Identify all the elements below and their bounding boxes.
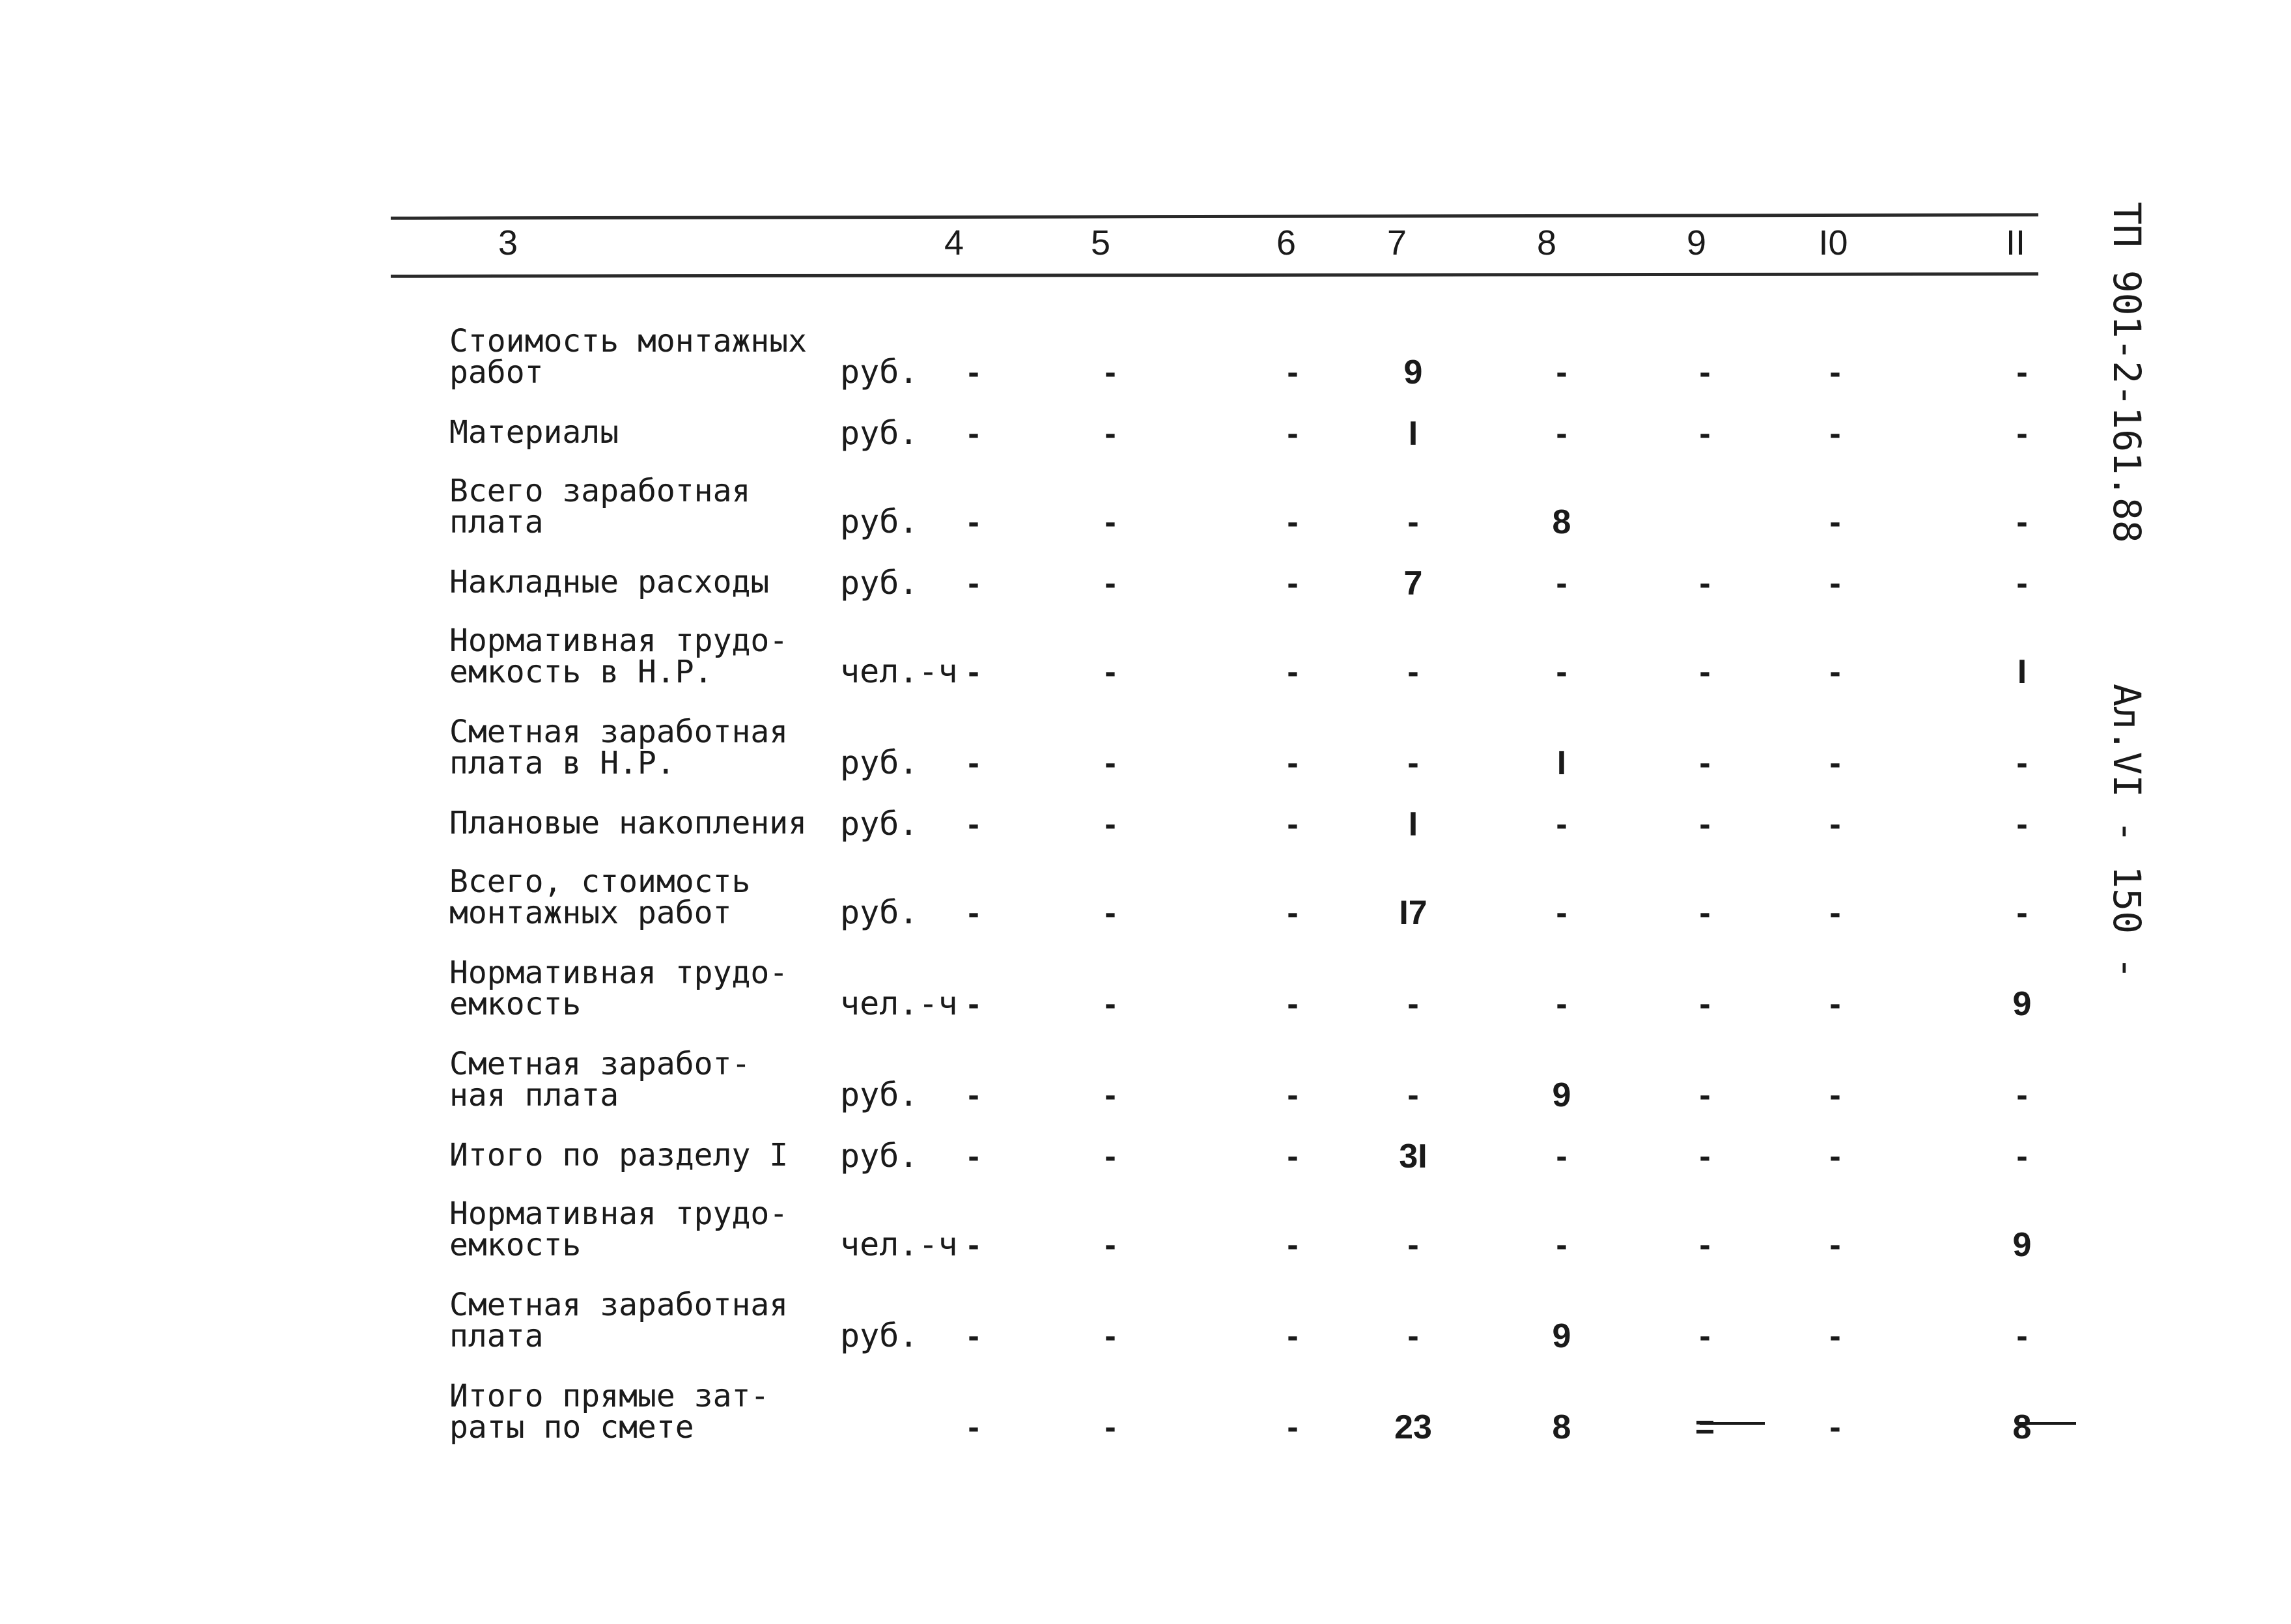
table-cell-col6: -	[1287, 565, 1299, 602]
table-cell-col7: I	[1408, 415, 1418, 453]
table-cell-col7: -	[1407, 985, 1419, 1023]
table-cell-col6: -	[1287, 1076, 1299, 1114]
table-cell-col10: -	[1829, 1408, 1841, 1446]
table-cell-col6: -	[1287, 415, 1299, 453]
table-cell-col4: -	[968, 1408, 979, 1446]
table-top-rule	[391, 213, 2038, 219]
row-unit: руб.	[840, 503, 919, 540]
table-cell-col11: -	[2016, 415, 2028, 453]
row-description: Сметная заработ- ная плата	[449, 1046, 751, 1113]
table-cell-col6: -	[1287, 354, 1299, 391]
table-cell-col10: -	[1829, 894, 1841, 932]
table-cell-col11: -	[2016, 565, 2028, 602]
table-cell-col11: -	[2016, 894, 2028, 932]
table-cell-col10: -	[1829, 1226, 1841, 1264]
table-header-rule	[391, 272, 2038, 278]
table-cell-col9: -	[1699, 565, 1711, 602]
column-header-4: 4	[944, 223, 964, 262]
row-description: Сметная заработная плата в Н.Р.	[449, 714, 789, 781]
sheet-number: Ал.VI - 150 -	[2105, 684, 2149, 979]
table-cell-col9: -	[1699, 1226, 1711, 1264]
table-cell-col5: -	[1104, 1226, 1116, 1264]
table-cell-col11: -	[2016, 805, 2028, 843]
table-cell-col11: -	[2016, 1076, 2028, 1114]
table-cell-col4: -	[968, 503, 979, 541]
table-cell-col8: 9	[1552, 1317, 1571, 1355]
row-description: Плановые накопления	[449, 805, 808, 841]
row-description: Нормативная трудо- емкость	[449, 955, 789, 1022]
table-cell-col4: -	[968, 894, 979, 932]
table-cell-col11: -	[2016, 1138, 2028, 1175]
table-cell-col10: -	[1829, 415, 1841, 453]
table-cell-col4: -	[968, 653, 979, 691]
table-cell-col7: -	[1407, 744, 1419, 782]
table-cell-col4: -	[968, 1317, 979, 1355]
row-description: Итого прямые зат- раты по смете	[449, 1378, 770, 1446]
table-cell-col11: -	[2016, 1317, 2028, 1355]
table-cell-col10: -	[1829, 653, 1841, 691]
table-cell-col8: -	[1556, 653, 1567, 691]
row-unit: руб.	[840, 744, 919, 781]
table-cell-col5: -	[1104, 1076, 1116, 1114]
table-cell-col6: -	[1287, 805, 1299, 843]
table-cell-col11: 9	[2012, 1226, 2032, 1264]
row-unit: руб.	[840, 805, 919, 843]
row-description: Стоимость монтажных работ	[449, 323, 808, 391]
table-cell-col6: -	[1287, 1408, 1299, 1446]
table-cell-col8: -	[1556, 415, 1567, 453]
table-cell-col7: 9	[1403, 354, 1423, 391]
table-cell-col11: 8	[2012, 1408, 2032, 1446]
row-unit: чел.-ч	[840, 985, 958, 1022]
table-cell-col5: -	[1104, 744, 1116, 782]
table-cell-col7: 3I	[1399, 1138, 1427, 1175]
row-unit: руб.	[840, 564, 919, 602]
table-cell-col5: -	[1104, 354, 1116, 391]
table-cell-col9: -	[1699, 894, 1711, 932]
table-cell-col6: -	[1287, 1317, 1299, 1355]
table-cell-col4: -	[968, 1076, 979, 1114]
total-mark-col11	[2017, 1422, 2076, 1425]
row-description: Накладные расходы	[449, 564, 770, 600]
table-cell-col5: -	[1104, 985, 1116, 1023]
table-cell-col7: -	[1407, 653, 1419, 691]
table-cell-col4: -	[968, 805, 979, 843]
table-cell-col5: -	[1104, 805, 1116, 843]
column-header-7: 7	[1386, 223, 1407, 262]
row-unit: руб.	[840, 893, 919, 931]
table-cell-col5: -	[1104, 1408, 1116, 1446]
row-unit: чел.-ч	[840, 1225, 958, 1263]
table-cell-col7: I	[1408, 805, 1418, 843]
table-cell-col7: -	[1407, 1226, 1419, 1264]
table-cell-col9: -	[1699, 805, 1711, 843]
column-header-3: 3	[498, 223, 518, 262]
table-cell-col6: -	[1287, 985, 1299, 1023]
table-cell-col8: 9	[1552, 1076, 1571, 1114]
table-cell-col5: -	[1104, 1317, 1116, 1355]
table-cell-col7: 23	[1394, 1408, 1432, 1446]
row-unit: руб.	[840, 1076, 919, 1113]
table-cell-col4: -	[968, 1138, 979, 1175]
table-cell-col6: -	[1287, 1138, 1299, 1175]
table-cell-col8: -	[1556, 354, 1567, 391]
table-cell-col4: -	[968, 744, 979, 782]
table-cell-col6: -	[1287, 744, 1299, 782]
table-cell-col9: -	[1699, 985, 1711, 1023]
table-cell-col8: -	[1556, 985, 1567, 1023]
table-cell-col9: -	[1699, 415, 1711, 453]
table-cell-col10: -	[1829, 744, 1841, 782]
table-cell-col5: -	[1104, 1138, 1116, 1175]
column-header-10: I0	[1818, 223, 1848, 262]
row-unit: руб.	[840, 353, 919, 391]
table-cell-col7: -	[1407, 1317, 1419, 1355]
table-cell-col4: -	[968, 1226, 979, 1264]
table-cell-col6: -	[1287, 653, 1299, 691]
row-unit: руб.	[840, 1137, 919, 1175]
table-cell-col4: -	[968, 985, 979, 1023]
table-cell-col9: =	[1694, 1408, 1715, 1446]
row-description: Материалы	[449, 414, 619, 451]
table-cell-col11: -	[2016, 744, 2028, 782]
column-header-8: 8	[1536, 223, 1557, 262]
table-cell-col8: -	[1556, 1138, 1567, 1175]
row-description: Нормативная трудо- емкость в Н.Р.	[449, 623, 789, 690]
table-cell-col7: -	[1407, 503, 1419, 541]
column-header-6: 6	[1276, 223, 1297, 262]
table-cell-col8: -	[1556, 805, 1567, 843]
table-cell-col10: -	[1829, 1076, 1841, 1114]
table-cell-col8: -	[1556, 894, 1567, 932]
table-cell-col10: -	[1829, 985, 1841, 1023]
table-cell-col10: -	[1829, 1317, 1841, 1355]
total-mark-col9	[1700, 1422, 1765, 1425]
table-cell-col8: -	[1556, 1226, 1567, 1264]
table-cell-col5: -	[1104, 565, 1116, 602]
table-cell-col4: -	[968, 354, 979, 391]
document-code: ТП 901-2-161.88	[2105, 202, 2149, 543]
table-cell-col8: 8	[1552, 503, 1571, 541]
table-cell-col4: -	[968, 415, 979, 453]
table-cell-col11: 9	[2012, 985, 2032, 1023]
table-cell-col6: -	[1287, 894, 1299, 932]
table-cell-col10: -	[1829, 805, 1841, 843]
table-cell-col9: -	[1699, 1317, 1711, 1355]
table-cell-col4: -	[968, 565, 979, 602]
row-unit: руб.	[840, 1317, 919, 1354]
row-description: Сметная заработная плата	[449, 1287, 789, 1354]
table-cell-col5: -	[1104, 653, 1116, 691]
table-cell-col8: 8	[1552, 1408, 1571, 1446]
column-header-11: II	[2005, 223, 2025, 262]
table-cell-col10: -	[1829, 354, 1841, 391]
table-cell-col8: I	[1556, 744, 1567, 782]
table-cell-col5: -	[1104, 503, 1116, 541]
column-header-5: 5	[1090, 223, 1111, 262]
table-cell-col9: -	[1699, 653, 1711, 691]
table-cell-col10: -	[1829, 1138, 1841, 1175]
row-description: Итого по разделу I	[449, 1137, 789, 1173]
table-cell-col7: I7	[1399, 894, 1427, 932]
table-cell-col7: -	[1407, 1076, 1419, 1114]
table-cell-col6: -	[1287, 503, 1299, 541]
row-unit: чел.-ч	[840, 652, 958, 690]
row-description: Всего, стоимость монтажных работ	[449, 863, 751, 931]
row-description: Нормативная трудо- емкость	[449, 1196, 789, 1263]
table-cell-col9: -	[1699, 744, 1711, 782]
table-cell-col7: 7	[1403, 565, 1423, 602]
column-header-9: 9	[1686, 223, 1707, 262]
table-cell-col10: -	[1829, 565, 1841, 602]
table-cell-col8: -	[1556, 565, 1567, 602]
row-description: Всего заработная плата	[449, 473, 751, 540]
table-cell-col5: -	[1104, 894, 1116, 932]
table-cell-col9: -	[1699, 1138, 1711, 1175]
table-cell-col5: -	[1104, 415, 1116, 453]
table-cell-col11: -	[2016, 503, 2028, 541]
table-cell-col6: -	[1287, 1226, 1299, 1264]
table-cell-col10: -	[1829, 503, 1841, 541]
row-unit: руб.	[840, 414, 919, 452]
table-cell-col11: -	[2016, 354, 2028, 391]
table-cell-col9: -	[1699, 354, 1711, 391]
table-cell-col9: -	[1699, 1076, 1711, 1114]
table-cell-col11: I	[2017, 653, 2027, 691]
